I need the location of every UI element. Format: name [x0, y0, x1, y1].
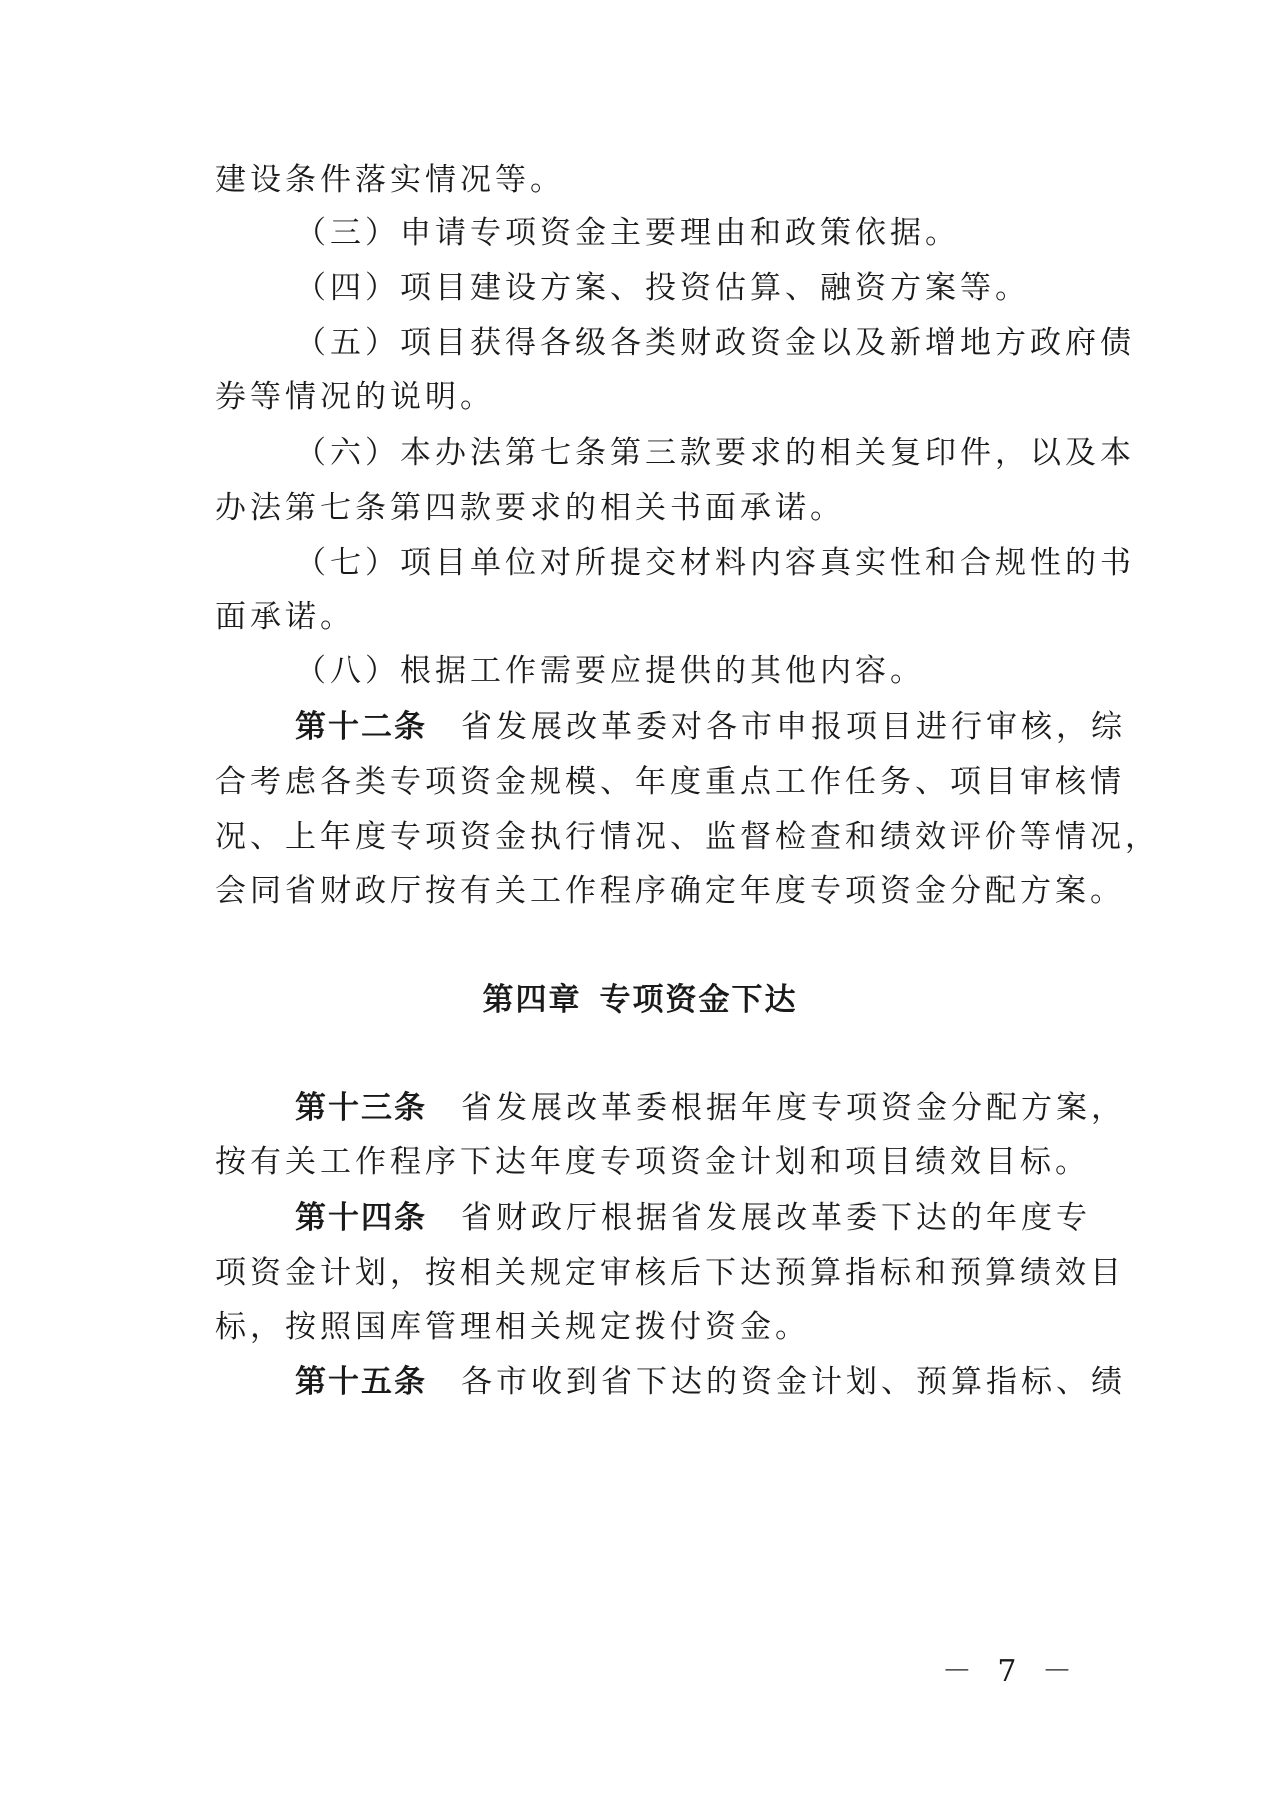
article-15-first-line	[295, 1362, 1126, 1402]
paragraph-line: 合考虑各类专项资金规模、年度重点工作任务、项目审核情	[215, 764, 1125, 800]
paragraph-line: （七）项目单位对所提交材料内容真实性和合规性的书	[295, 545, 1135, 581]
paragraph-line: （五）项目获得各级各类财政资金以及新增地方政府债	[295, 325, 1135, 361]
article-13-first-line	[295, 1088, 1126, 1128]
article-label: 第十三条	[295, 1090, 427, 1126]
article-text: 省财政厅根据省发展改革委下达的年度专	[461, 1200, 1091, 1236]
paragraph-line: （三）申请专项资金主要理由和政策依据。	[295, 215, 960, 251]
article-text: 省发展改革委对各市申报项目进行审核，综	[461, 709, 1126, 745]
chapter-title: 专项资金下达	[599, 982, 798, 1018]
paragraph-line: 项资金计划，按相关规定审核后下达预算指标和预算绩效目	[215, 1255, 1125, 1291]
paragraph-line: 况、上年度专项资金执行情况、监督检查和绩效评价等情况，	[215, 819, 1160, 855]
article-12-first-line	[295, 707, 1126, 747]
article-label: 第十五条	[295, 1364, 427, 1400]
paragraph-line: （八）根据工作需要应提供的其他内容。	[295, 653, 925, 689]
paragraph-line: （六）本办法第七条第三款要求的相关复印件，以及本	[295, 435, 1135, 471]
paragraph-line: （四）项目建设方案、投资估算、融资方案等。	[295, 270, 1030, 306]
article-label: 第十四条	[295, 1200, 427, 1236]
paragraph-line: 券等情况的说明。	[215, 379, 495, 415]
article-label: 第十二条	[295, 709, 427, 745]
chapter-number: 第四章	[482, 982, 582, 1018]
article-text: 各市收到省下达的资金计划、预算指标、绩	[461, 1364, 1126, 1400]
article-14-first-line	[295, 1198, 1091, 1238]
paragraph-line: 标，按照国库管理相关规定拨付资金。	[215, 1309, 810, 1345]
paragraph-line: 会同省财政厅按有关工作程序确定年度专项资金分配方案。	[215, 873, 1125, 909]
paragraph-line: 办法第七条第四款要求的相关书面承诺。	[215, 490, 845, 526]
page-number: － 7 －	[941, 1654, 1080, 1689]
paragraph-line: 按有关工作程序下达年度专项资金计划和项目绩效目标。	[215, 1144, 1090, 1180]
chapter-heading	[0, 980, 1280, 1020]
paragraph-line: 建设条件落实情况等。	[215, 162, 565, 198]
paragraph-line: 面承诺。	[215, 599, 355, 635]
article-text: 省发展改革委根据年度专项资金分配方案，	[461, 1090, 1126, 1126]
